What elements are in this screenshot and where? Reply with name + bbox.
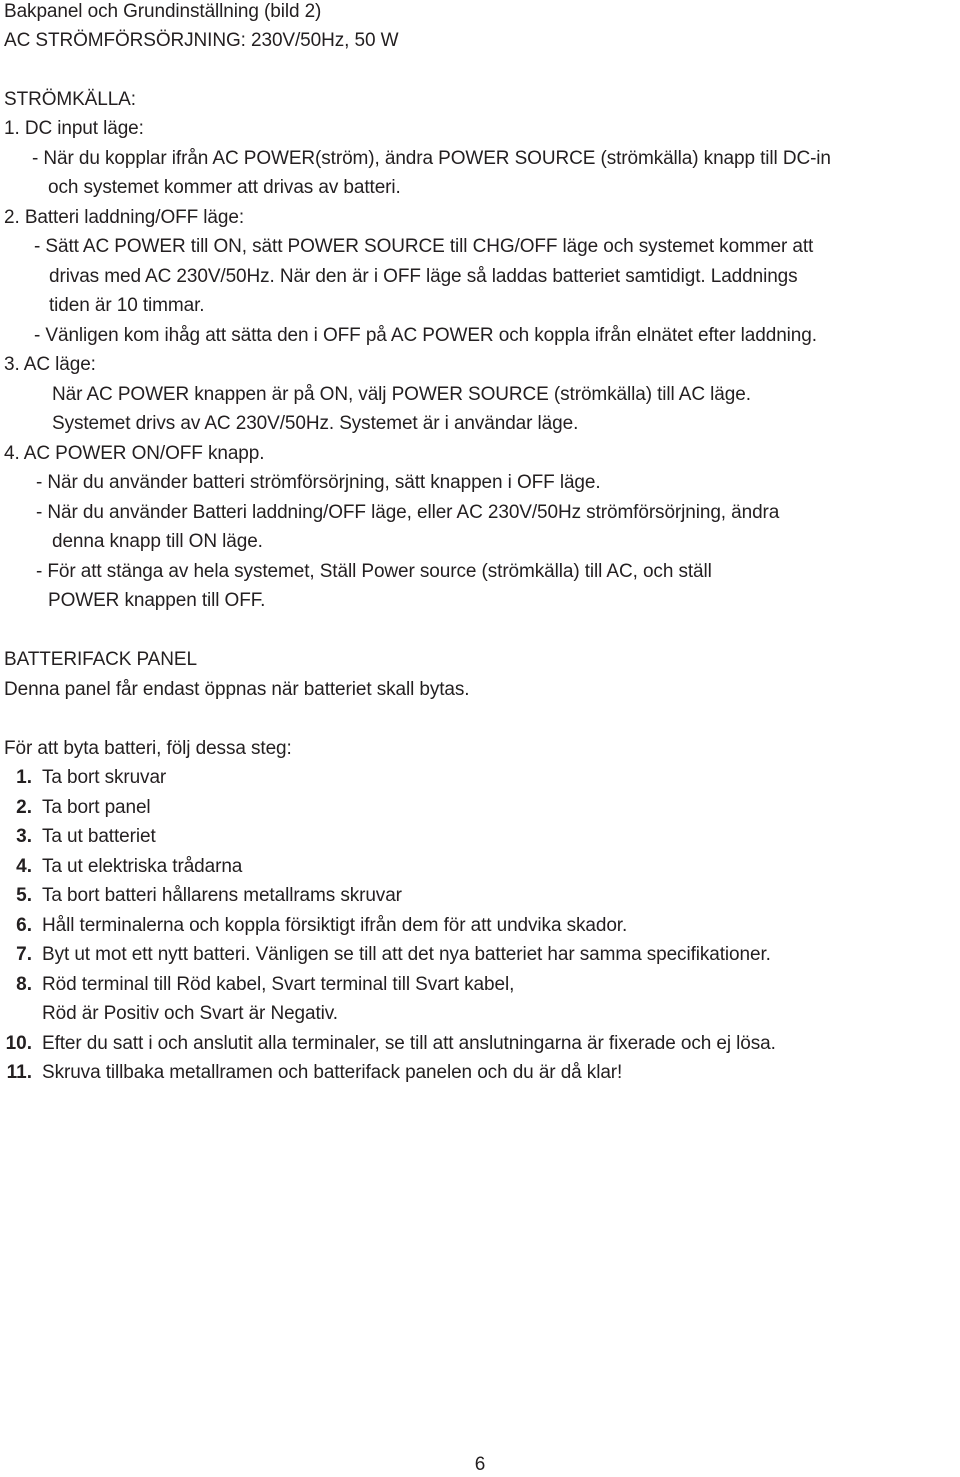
step-text: Efter du satt i och anslutit alla terminaler, se till att anslutningarna är fixerade och ej lösa.: [42, 1033, 776, 1054]
power-source-heading: STRÖMKÄLLA:: [4, 89, 136, 110]
ac-mode-heading: 3. AC läge:: [4, 354, 96, 375]
step-text: Byt ut mot ett nytt batteri. Vänligen se till att det nya batteriet har samma specifikationer.: [42, 944, 771, 965]
charge-mode-line: tiden är 10 timmar.: [49, 295, 205, 316]
battery-steps-intro: För att byta batteri, följ dessa steg:: [4, 738, 292, 759]
battery-panel-heading: BATTERIFACK PANEL: [4, 649, 197, 670]
charge-mode-line: - Vänligen kom ihåg att sätta den i OFF på AC POWER och koppla ifrån elnätet efter laddning.: [34, 325, 817, 346]
page-title: Bakpanel och Grundinställning (bild 2): [4, 1, 322, 22]
ac-power-switch-line: denna knapp till ON läge.: [52, 531, 263, 552]
step-text: Ta bort batteri hållarens metallrams skruvar: [42, 885, 402, 906]
ac-mode-line: När AC POWER knappen är på ON, välj POWER SOURCE (strömkälla) till AC läge.: [52, 384, 751, 405]
step-text: Röd terminal till Röd kabel, Svart terminal till Svart kabel,: [42, 974, 515, 995]
step-text: Skruva tillbaka metallramen och batterifack panelen och du är då klar!: [42, 1062, 623, 1083]
step-text: Ta bort panel: [42, 797, 151, 818]
step-text: Ta ut elektriska trådarna: [42, 856, 243, 877]
charge-mode-heading: 2. Batteri laddning/OFF läge:: [4, 207, 245, 228]
step-number: 11.: [6, 1062, 32, 1083]
dc-mode-line: och systemet kommer att drivas av batteri.: [48, 177, 401, 198]
step-number: 1.: [16, 767, 32, 788]
step-number: 6.: [16, 915, 32, 936]
ac-power-switch-line: - För att stänga av hela systemet, Ställ Power source (strömkälla) till AC, och ställ: [36, 561, 712, 582]
step-continuation: Röd är Positiv och Svart är Negativ.: [42, 1003, 338, 1024]
charge-mode-line: - Sätt AC POWER till ON, sätt POWER SOURCE till CHG/OFF läge och systemet kommer att: [34, 236, 814, 257]
step-number: 7.: [16, 944, 32, 965]
step-number: 8.: [16, 974, 32, 995]
dc-mode-heading: 1. DC input läge:: [4, 118, 144, 139]
step-text: Håll terminalerna och koppla försiktigt ifrån dem för att undvika skador.: [42, 915, 628, 936]
step-number: 3.: [16, 826, 32, 847]
step-number: 2.: [16, 797, 32, 818]
step-number: 10.: [5, 1033, 32, 1054]
step-number: 4.: [16, 856, 32, 877]
battery-panel-note: Denna panel får endast öppnas när batteriet skall bytas.: [4, 679, 470, 700]
ac-power-switch-line: POWER knappen till OFF.: [48, 590, 266, 611]
ac-mode-line: Systemet drivs av AC 230V/50Hz. Systemet är i användar läge.: [52, 413, 579, 434]
step-text: Ta bort skruvar: [42, 767, 167, 788]
dc-mode-line: - När du kopplar ifrån AC POWER(ström), ändra POWER SOURCE (strömkälla) knapp till DC-in: [32, 148, 831, 169]
step-number: 5.: [16, 885, 32, 906]
ac-power-switch-line: - När du använder batteri strömförsörjning, sätt knappen i OFF läge.: [36, 472, 601, 493]
ac-power-switch-heading: 4. AC POWER ON/OFF knapp.: [4, 443, 265, 464]
ac-power-switch-line: - När du använder Batteri laddning/OFF läge, eller AC 230V/50Hz strömförsörjning, ändra: [36, 502, 780, 523]
page-number: 6: [474, 1454, 486, 1475]
step-text: Ta ut batteriet: [42, 826, 156, 847]
power-supply-spec: AC STRÖMFÖRSÖRJNING: 230V/50Hz, 50 W: [4, 30, 399, 51]
charge-mode-line: drivas med AC 230V/50Hz. När den är i OFF läge så laddas batteriet samtidigt. Laddnings: [49, 266, 798, 287]
